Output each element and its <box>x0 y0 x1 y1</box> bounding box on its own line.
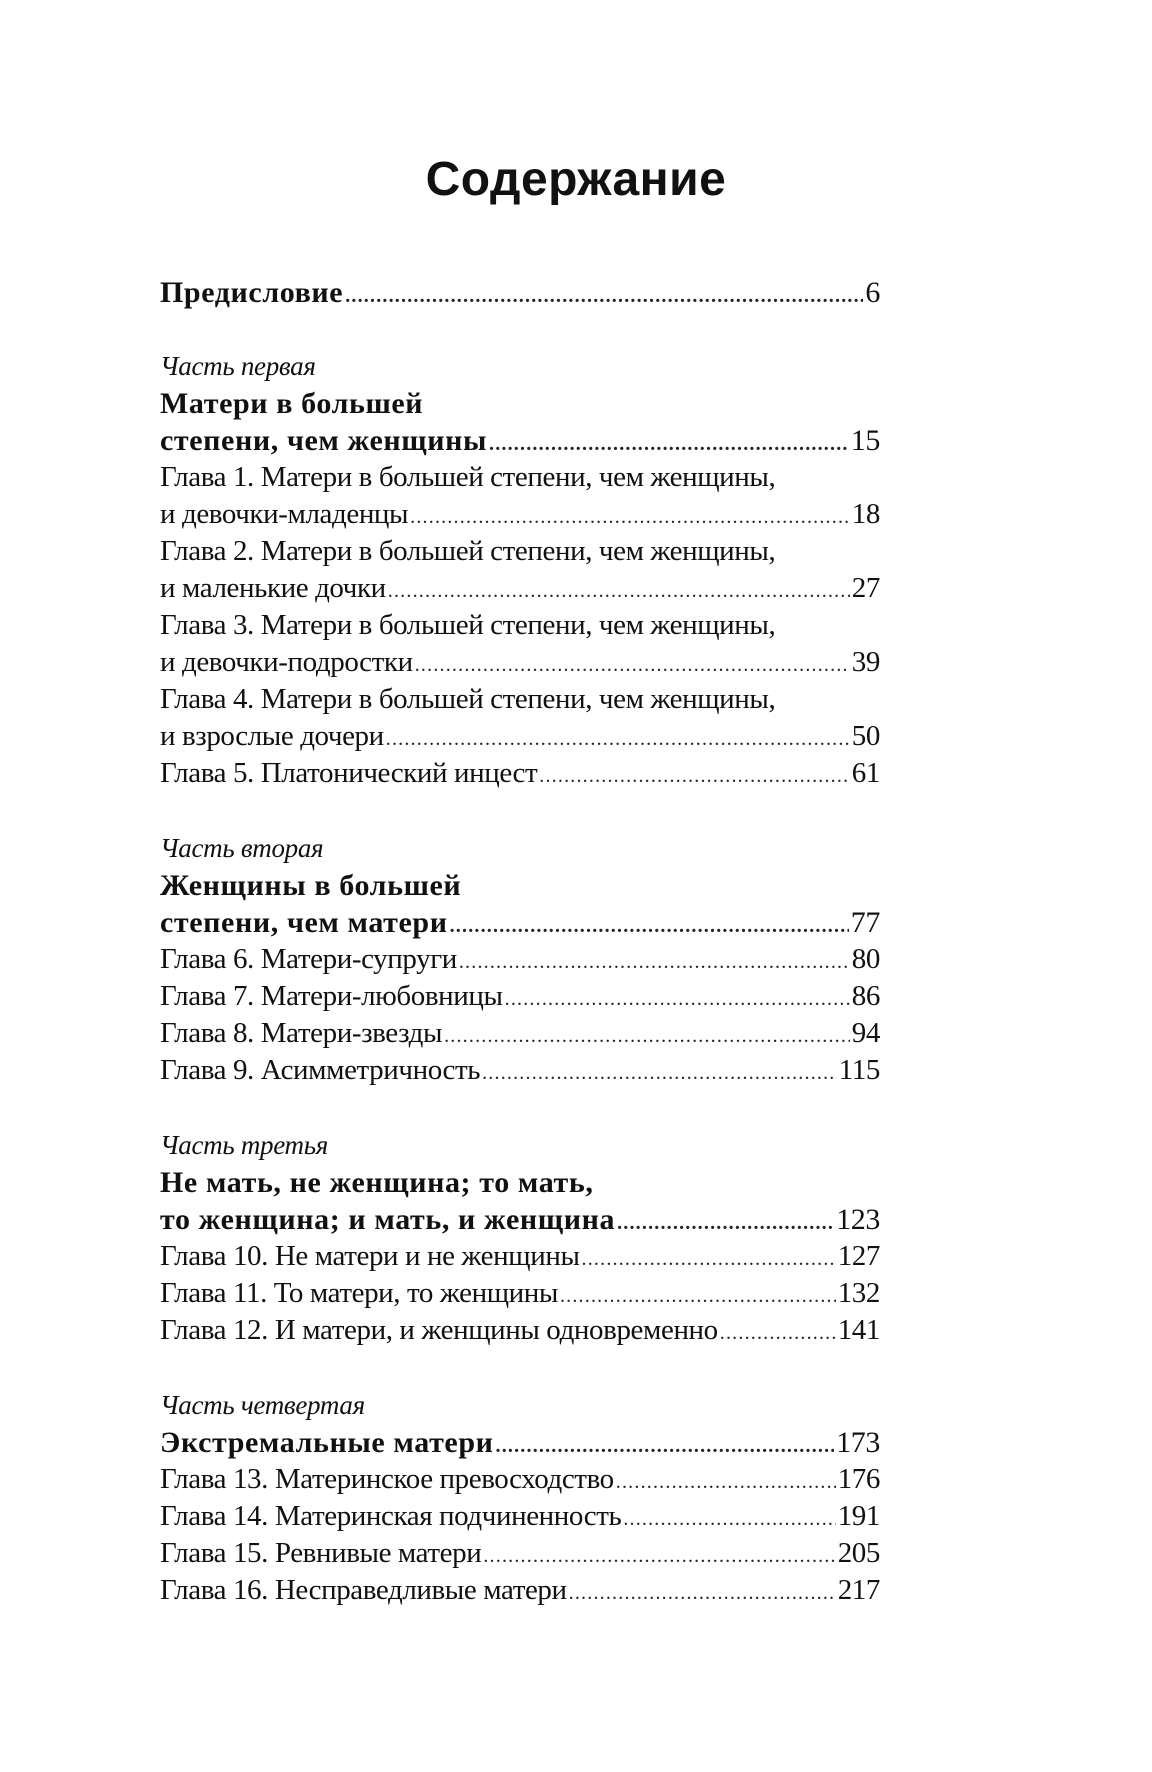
chapter-entry[interactable] <box>160 1535 880 1572</box>
toc-page-number: 132 <box>837 1277 880 1309</box>
part-title-line[interactable]: Матери в большей <box>160 387 424 420</box>
toc-page-number: 191 <box>837 1500 880 1532</box>
toc-entry-title: Экстремальные матери <box>160 1426 494 1459</box>
toc-page-number: 6 <box>865 276 880 309</box>
toc-entry-title: Глава 12. И матери, и женщины одновременно <box>160 1314 718 1346</box>
toc-part-4 <box>160 1349 880 1609</box>
toc-entry-title: Глава 6. Матери-супруги <box>160 943 457 975</box>
chapter-title-line[interactable]: Глава 4. Матери в большей степени, чем женщины, <box>160 683 776 715</box>
spacer <box>160 311 880 348</box>
toc-entry-title: Глава 11. То матери, то женщины <box>160 1277 558 1309</box>
chapter-entry[interactable] <box>160 1572 880 1609</box>
part-label: Часть четвертая <box>160 1390 365 1420</box>
toc-entry-title: Глава 16. Несправедливые матери <box>160 1574 567 1606</box>
dot-leader <box>388 573 850 610</box>
spacer <box>160 1089 880 1127</box>
chapter-entry[interactable] <box>160 718 880 755</box>
dot-leader <box>483 1538 835 1575</box>
toc-entry-title: степени, чем женщины <box>160 424 487 457</box>
chapter-entry[interactable] <box>160 941 880 978</box>
dot-leader <box>386 721 850 758</box>
dot-leader <box>616 1464 836 1501</box>
toc-entry-title: Предисловие <box>160 276 344 309</box>
dot-leader <box>505 981 850 1018</box>
toc-chapter <box>160 1461 880 1498</box>
toc-chapter <box>160 1015 880 1052</box>
chapter-entry[interactable] <box>160 1275 880 1312</box>
dot-leader <box>569 1575 836 1612</box>
part-title-line[interactable]: Не мать, не женщина; то мать, <box>160 1166 594 1199</box>
toc-entry-title: Глава 7. Матери-любовницы <box>160 980 503 1012</box>
chapter-title-line[interactable]: Глава 2. Матери в большей степени, чем женщины, <box>160 535 776 567</box>
toc-part-2 <box>160 792 880 1089</box>
chapter-entry[interactable] <box>160 1238 880 1275</box>
toc-entry-title: и девочки-младенцы <box>160 498 409 530</box>
toc-page-number: 173 <box>836 1426 880 1459</box>
toc-chapter <box>160 1498 880 1535</box>
dot-leader <box>444 1018 850 1055</box>
dot-leader <box>582 1241 836 1278</box>
toc-entry-title: и взрослые дочери <box>160 720 384 752</box>
toc-page-number: 217 <box>837 1574 880 1606</box>
chapter-title-line[interactable]: Глава 1. Матери в большей степени, чем женщины, <box>160 461 776 493</box>
dot-leader <box>560 1278 836 1315</box>
chapter-entry[interactable] <box>160 1461 880 1498</box>
dot-leader <box>617 1205 834 1242</box>
part-title-entry[interactable] <box>160 1201 880 1238</box>
toc-part-1 <box>160 311 880 792</box>
toc-entry-title: то женщина; и мать, и женщина <box>160 1203 616 1236</box>
toc-chapter <box>160 755 880 792</box>
toc-entry-title: Глава 13. Материнское превосходство <box>160 1463 614 1495</box>
toc-entry-title: Глава 8. Матери-звезды <box>160 1017 443 1049</box>
toc-page-number: 80 <box>851 943 880 975</box>
chapter-entry[interactable] <box>160 978 880 1015</box>
toc-chapter <box>160 1275 880 1312</box>
chapter-entry[interactable] <box>160 644 880 681</box>
chapter-entry[interactable] <box>160 1052 880 1089</box>
toc-chapter <box>160 459 880 533</box>
toc-page-number: 27 <box>851 572 880 604</box>
dot-leader <box>345 278 863 315</box>
toc-chapter <box>160 978 880 1015</box>
toc-page-number: 39 <box>851 646 880 678</box>
chapter-entry[interactable] <box>160 1312 880 1349</box>
chapter-entry[interactable] <box>160 570 880 607</box>
toc-entry-title: Глава 15. Ревнивые матери <box>160 1537 482 1569</box>
dot-leader <box>489 426 849 463</box>
toc-entry-title: и девочки-подростки <box>160 646 413 678</box>
chapter-entry[interactable] <box>160 1498 880 1535</box>
toc-chapter <box>160 533 880 607</box>
table-of-contents <box>160 274 880 1609</box>
part-label: Часть третья <box>160 1130 328 1160</box>
toc-chapter <box>160 1535 880 1572</box>
toc-entry-title: и маленькие дочки <box>160 572 386 604</box>
toc-part-3 <box>160 1089 880 1349</box>
dot-leader <box>623 1501 835 1538</box>
part-title-entry[interactable] <box>160 904 880 941</box>
toc-page-number: 115 <box>838 1054 880 1086</box>
toc-page-number: 123 <box>836 1203 880 1236</box>
dot-leader <box>459 944 850 981</box>
dot-leader <box>450 908 849 945</box>
chapter-title-line[interactable]: Глава 3. Матери в большей степени, чем женщины, <box>160 609 776 641</box>
page-title: Содержание <box>425 153 727 206</box>
part-label: Часть вторая <box>160 833 324 863</box>
toc-entry-title: Глава 10. Не матери и не женщины <box>160 1240 580 1272</box>
toc-page-number: 50 <box>851 720 880 752</box>
spacer <box>160 792 880 830</box>
toc-entry-title: Глава 5. Платонический инцест <box>160 757 538 789</box>
chapter-entry[interactable] <box>160 1015 880 1052</box>
toc-entry-title: Глава 9. Асимметричность <box>160 1054 481 1086</box>
toc-page-number: 18 <box>851 498 880 530</box>
dot-leader <box>415 647 850 684</box>
toc-chapter <box>160 1238 880 1275</box>
toc-entry-title: Глава 14. Материнская подчиненность <box>160 1500 622 1532</box>
toc-chapter <box>160 1052 880 1089</box>
toc-page-number: 15 <box>850 424 880 457</box>
chapter-entry[interactable] <box>160 496 880 533</box>
toc-entry-title: степени, чем матери <box>160 906 448 939</box>
dot-leader <box>720 1315 836 1352</box>
part-title-entry[interactable] <box>160 1424 880 1461</box>
toc-page-number: 205 <box>837 1537 880 1569</box>
toc-page-number: 94 <box>851 1017 880 1049</box>
toc-page-number: 127 <box>837 1240 880 1272</box>
spacer <box>160 1349 880 1387</box>
parts-list <box>160 311 880 1609</box>
part-label: Часть первая <box>160 351 316 381</box>
toc-chapter <box>160 607 880 681</box>
toc-chapter <box>160 1312 880 1349</box>
toc-page-number: 176 <box>837 1463 880 1495</box>
toc-chapter <box>160 1572 880 1609</box>
part-title-line[interactable]: Женщины в большей <box>160 869 462 902</box>
toc-page-number: 141 <box>837 1314 880 1346</box>
dot-leader <box>482 1055 837 1092</box>
dot-leader <box>496 1428 835 1465</box>
toc-page-number: 86 <box>851 980 880 1012</box>
toc-page-number: 61 <box>851 757 880 789</box>
dot-leader <box>410 499 850 536</box>
toc-chapter <box>160 941 880 978</box>
toc-page-number: 77 <box>850 906 880 939</box>
part-title-entry[interactable] <box>160 422 880 459</box>
toc-chapter <box>160 681 880 755</box>
chapter-entry[interactable] <box>160 755 880 792</box>
dot-leader <box>539 758 850 795</box>
toc-entry-foreword[interactable] <box>160 274 880 311</box>
